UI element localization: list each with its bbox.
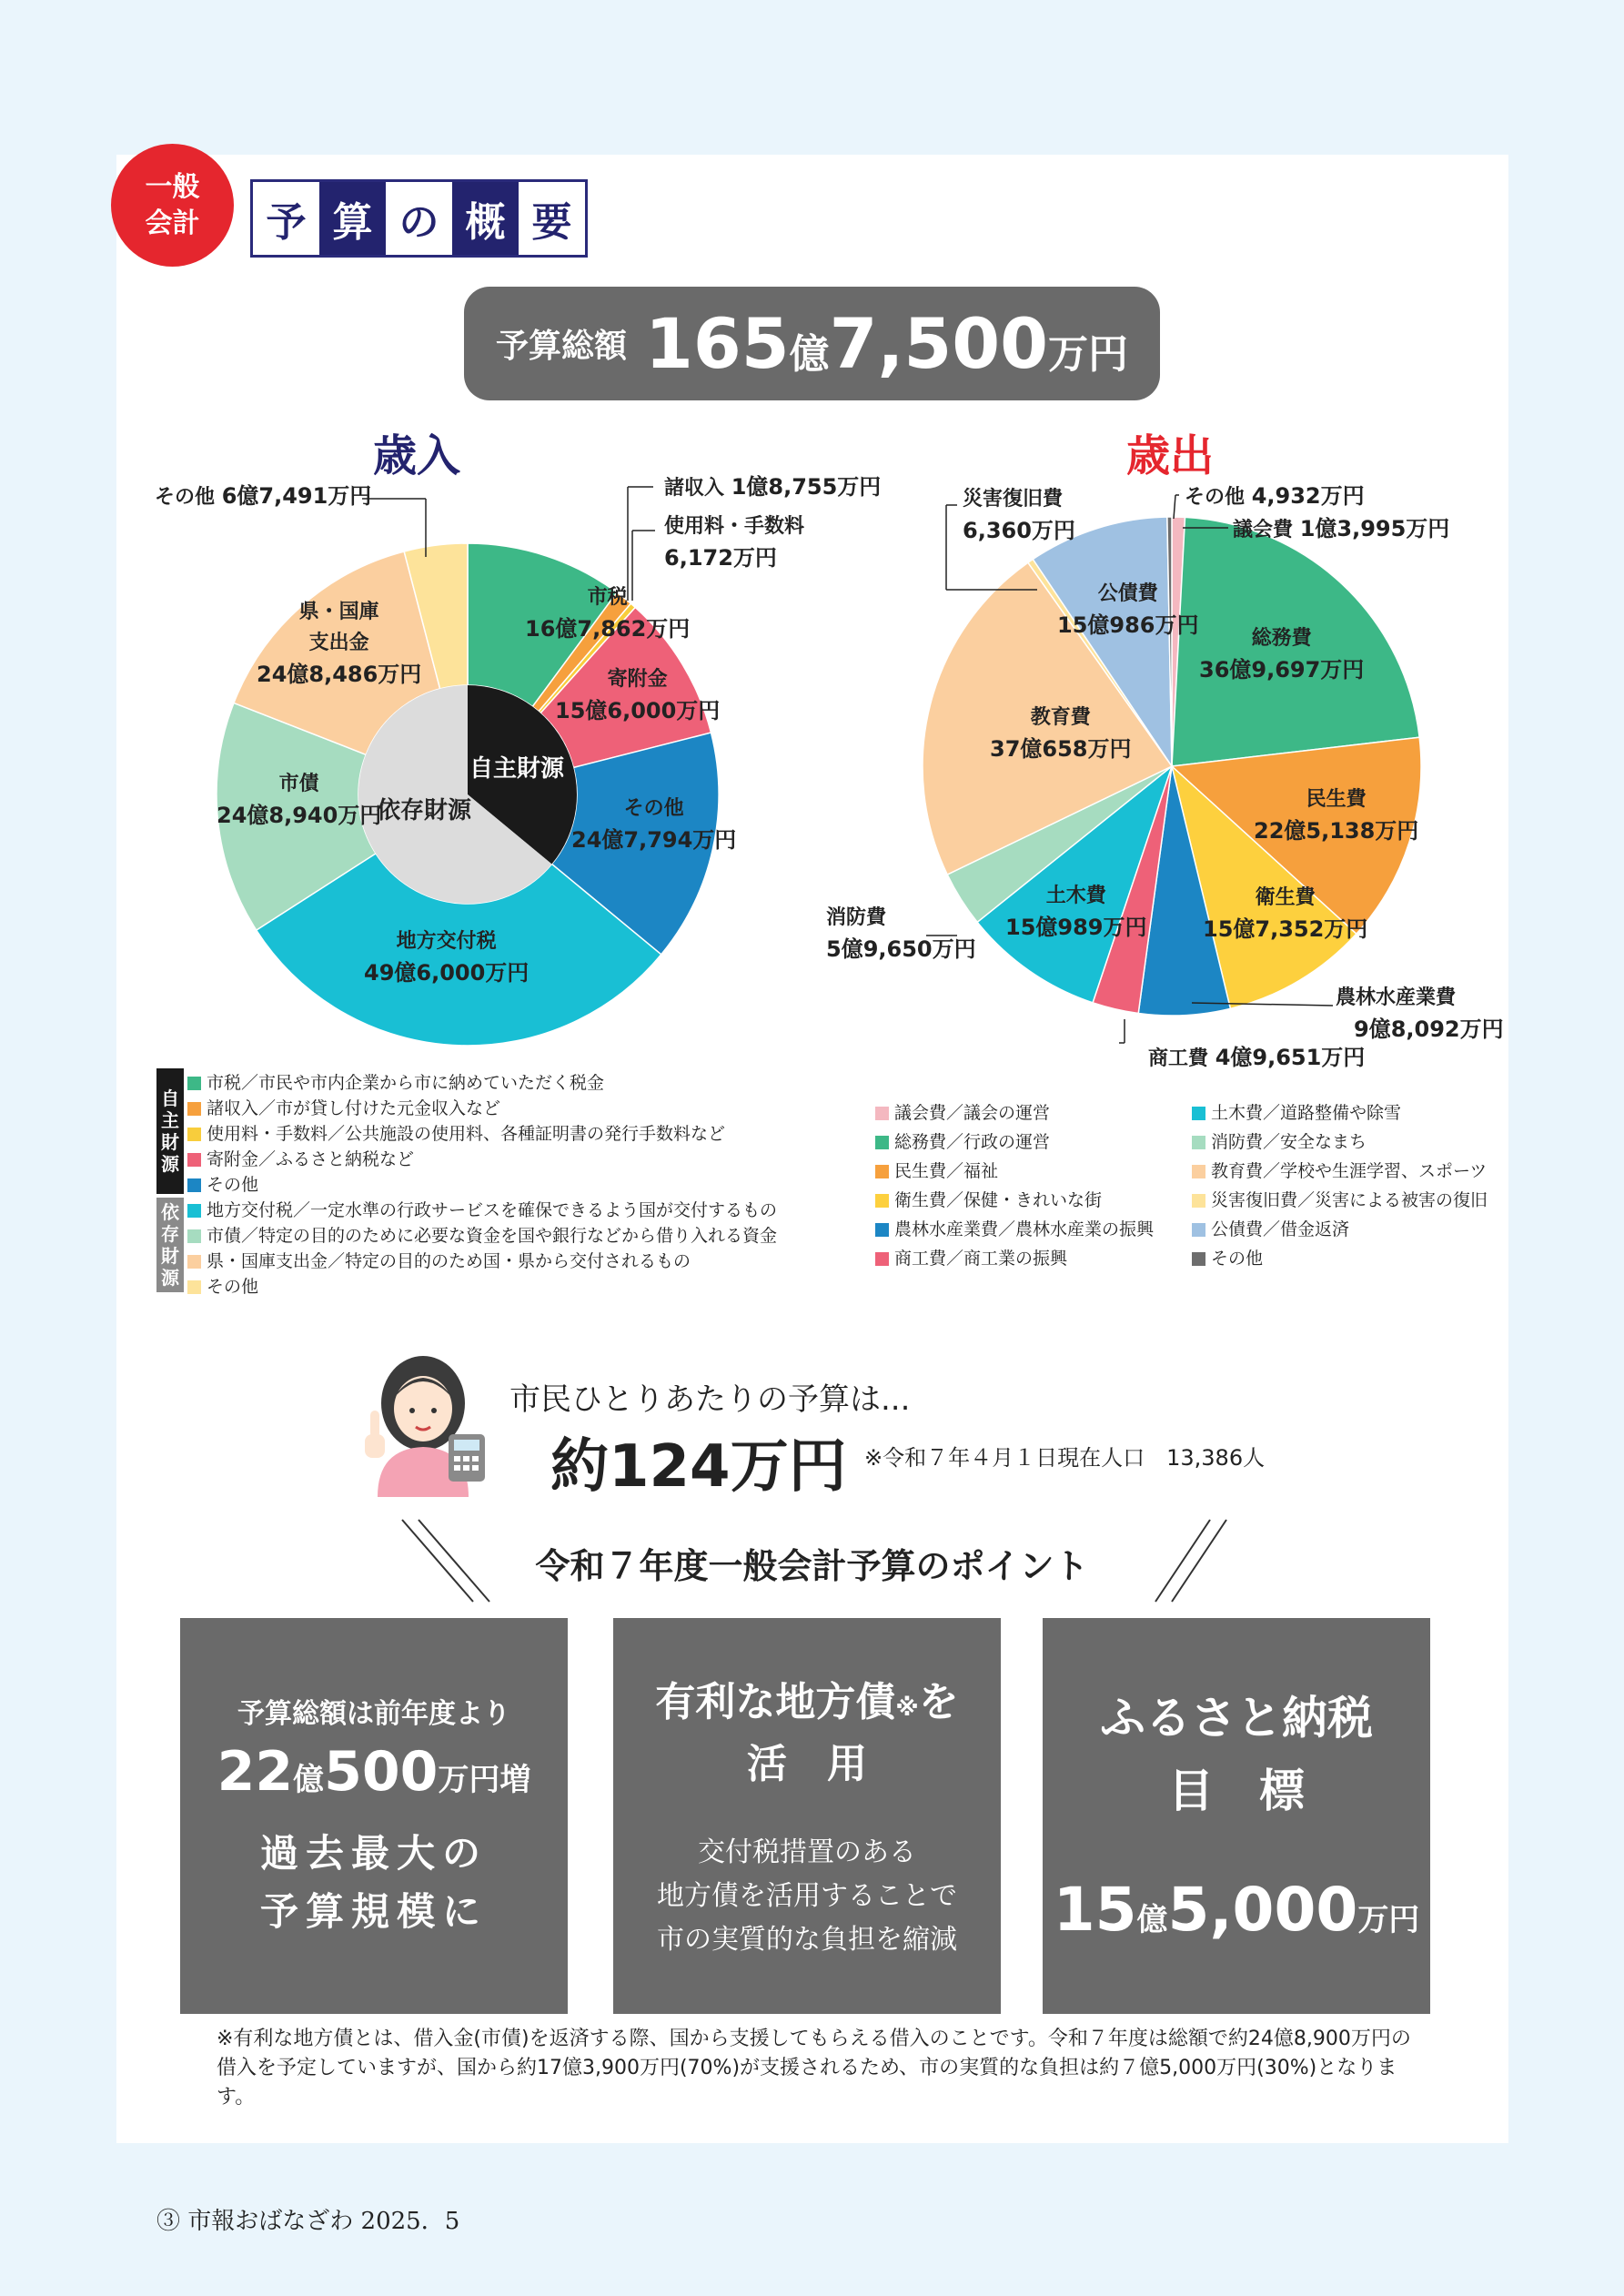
legend-text: 商工費／商工業の振興: [894, 1249, 1068, 1269]
legend-swatch: [187, 1178, 201, 1192]
woman-with-calculator-icon: [350, 1347, 496, 1497]
legend-text: 総務費／行政の運営: [894, 1132, 1051, 1152]
legend-swatch: [187, 1077, 201, 1090]
legend-item: [187, 1121, 777, 1147]
legend-text: 市債／特定の目的のために必要な資金を国や銀行などから借り入れる資金: [207, 1226, 778, 1246]
rev-label-shoshunyu: 諸収入 1億8,755万円: [664, 474, 882, 500]
legend-item: [1192, 1157, 1488, 1186]
title-char: の: [386, 182, 452, 255]
rev-label-kofuzei: 地方交付税 49億6,000万円: [364, 930, 530, 986]
rev-label-sonota1: その他 24億7,794万円: [571, 797, 737, 853]
legend-swatch: [187, 1153, 201, 1167]
leader-line: [1174, 495, 1175, 519]
rev-inner-izon: 依存財源: [377, 797, 472, 824]
badge-line2: 会計: [145, 207, 200, 239]
exp-label-gikai: 議会費 1億3,995万円: [1233, 516, 1450, 541]
legend-swatch: [875, 1223, 889, 1237]
legend-group-izon: 依 存 財 源: [156, 1198, 184, 1292]
legend-swatch: [187, 1204, 201, 1218]
exp-label-doboku: 土木費 15億989万円: [1005, 885, 1147, 940]
legend-swatch: [875, 1194, 889, 1208]
legend-group-jishu: 自 主 財 源: [156, 1068, 184, 1194]
footnote: ※有利な地方債とは、借入金(市債)を返済する際、国から支援してもらえる借入のことです。令和７年度は総額で約24億8,900万円の借入を予定していますが、国から約17億3,900万円(70%)が支援されるため、市の実質的な負担は約７億5,000万円(30%)となります。: [217, 2028, 1411, 2109]
legend-item: [875, 1128, 1154, 1157]
legend-text: 土木費／道路整備や除雪: [1211, 1103, 1402, 1123]
page-footer: ③ 市報おばなざわ 2025．5: [156, 2208, 460, 2235]
exp-label-kosai: 公債費 15億986万円: [1057, 582, 1199, 638]
legend-text: 教育費／学校や生涯学習、スポーツ: [1211, 1161, 1488, 1181]
legend-text: 災害復旧費／災害による被害の復旧: [1211, 1190, 1488, 1210]
exp-label-eisei: 衛生費 15億7,352万円: [1203, 886, 1368, 942]
legend-swatch: [187, 1128, 201, 1141]
legend-item: [875, 1215, 1154, 1244]
exp-label-shobo: 消防費 5億9,650万円: [826, 906, 976, 962]
points-title: 令和７年度一般会計予算のポイント: [535, 1546, 1089, 1586]
legend-swatch: [875, 1136, 889, 1149]
legend-item: [875, 1157, 1154, 1186]
per-capita-lead: 市民ひとりあたりの予算は...: [509, 1381, 911, 1418]
legend-text: 消防費／安全なまち: [1211, 1132, 1367, 1152]
title-char: 予: [253, 182, 319, 255]
exp-label-shoko: 商工費 4億9,651万円: [1148, 1045, 1366, 1070]
total-amount: 165億7,500万円: [644, 303, 1129, 384]
point-card-total-increase: 予算総額は前年度より 22億500万円増 過去最大の 予算規模に: [180, 1618, 568, 2014]
rev-label-kenkoku: 県・国庫 支出金 24億8,486万円: [257, 601, 422, 687]
legend-item: [187, 1198, 777, 1223]
legend-item: [1192, 1128, 1488, 1157]
legend-text: 公債費／借金返済: [1211, 1219, 1350, 1239]
legend-swatch: [875, 1165, 889, 1178]
title-char: 概: [452, 182, 519, 255]
legend-swatch: [875, 1107, 889, 1120]
legend-swatch: [1192, 1252, 1205, 1266]
legend-swatch: [187, 1280, 201, 1294]
legend-text: 民生費／福祉: [894, 1161, 999, 1181]
legend-swatch: [1192, 1194, 1205, 1208]
legend-text: その他: [1211, 1249, 1264, 1269]
legend-item: [187, 1147, 777, 1172]
title-char: 要: [519, 182, 585, 255]
exp-label-saigai: 災害復旧費 6,360万円: [963, 488, 1075, 543]
title-char: 算: [319, 182, 386, 255]
rev-label-shisai: 市債 24億8,940万円: [217, 773, 382, 828]
per-capita-value: 約124万円: [550, 1433, 847, 1501]
rev-label-shiyoryo: 使用料・手数料 6,172万円: [664, 515, 805, 571]
point-card-furusato-goal: ふるさと納税 目 標 15億5,000万円: [1043, 1618, 1430, 2014]
legend-item: [187, 1223, 777, 1249]
expenditure-legend-right: [1192, 1098, 1488, 1273]
legend-item: [1192, 1244, 1488, 1273]
legend-item: [187, 1249, 777, 1274]
legend-swatch: [187, 1255, 201, 1269]
revenue-title: 歳入: [373, 430, 461, 481]
legend-item: [187, 1096, 777, 1121]
pie-charts: [0, 0, 1624, 1092]
exp-label-kyoiku: 教育費 37億658万円: [990, 706, 1132, 762]
legend-text: 市税／市民や市内企業から市に納めていただく税金: [207, 1073, 605, 1093]
legend-item: [1192, 1098, 1488, 1128]
exp-label-norin: 農林水産業費 9億8,092万円: [1336, 986, 1504, 1042]
legend-swatch: [1192, 1107, 1205, 1120]
legend-text: 諸収入／市が貸し付けた元金収入など: [207, 1098, 501, 1118]
legend-item: [875, 1244, 1154, 1273]
legend-item: [875, 1098, 1154, 1128]
legend-item: [187, 1274, 777, 1300]
legend-item: [875, 1186, 1154, 1215]
exp-label-sonota: その他 4,932万円: [1185, 483, 1365, 509]
expenditure-title: 歳出: [1126, 430, 1215, 481]
legend-swatch: [1192, 1136, 1205, 1149]
legend-swatch: [1192, 1165, 1205, 1178]
legend-text: 寄附金／ふるさと納税など: [207, 1149, 415, 1169]
rev-label-shizei: 市税 16億7,862万円: [525, 586, 691, 642]
legend-swatch: [875, 1252, 889, 1266]
legend-swatch: [187, 1102, 201, 1116]
legend-text: 地方交付税／一定水準の行政サービスを確保できるよう国が交付するもの: [207, 1200, 778, 1220]
revenue-legend: [187, 1070, 777, 1300]
legend-item: [187, 1070, 777, 1096]
legend-item: [1192, 1215, 1488, 1244]
exp-label-minsei: 民生費 22億5,138万円: [1254, 788, 1419, 844]
legend-text: 県・国庫支出金／特定の目的のため国・県から交付されるもの: [207, 1251, 691, 1271]
legend-swatch: [1192, 1223, 1205, 1237]
legend-text: 議会費／議会の運営: [894, 1103, 1051, 1123]
exp-label-somu: 総務費 36億9,697万円: [1199, 627, 1365, 683]
rev-inner-jishu: 自主財源: [469, 755, 565, 783]
legend-swatch: [187, 1229, 201, 1243]
per-capita-note: ※令和７年４月１日現在人口 13,386人: [864, 1445, 1266, 1471]
legend-text: その他: [207, 1175, 259, 1195]
legend-text: 農林水産業費／農林水産業の振興: [894, 1219, 1155, 1239]
legend-text: 使用料・手数料／公共施設の使用料、各種証明書の発行手数料など: [207, 1124, 726, 1144]
legend-item: [1192, 1186, 1488, 1215]
expenditure-legend-left: [875, 1098, 1154, 1273]
badge-line1: 一般: [145, 170, 200, 203]
point-card-local-bonds: 有利な地方債※を 活 用 交付税措置のある 地方債を活用することで 市の実質的な負担を縮減: [613, 1618, 1001, 2014]
rev-label-sonota2: その他 6億7,491万円: [155, 483, 372, 509]
rev-label-kifukin: 寄附金 15億6,000万円: [555, 668, 721, 723]
legend-text: その他: [207, 1277, 259, 1297]
legend-text: 衛生費／保健・きれいな街: [894, 1190, 1103, 1210]
total-label: 予算総額: [495, 328, 627, 365]
legend-item: [187, 1172, 777, 1198]
